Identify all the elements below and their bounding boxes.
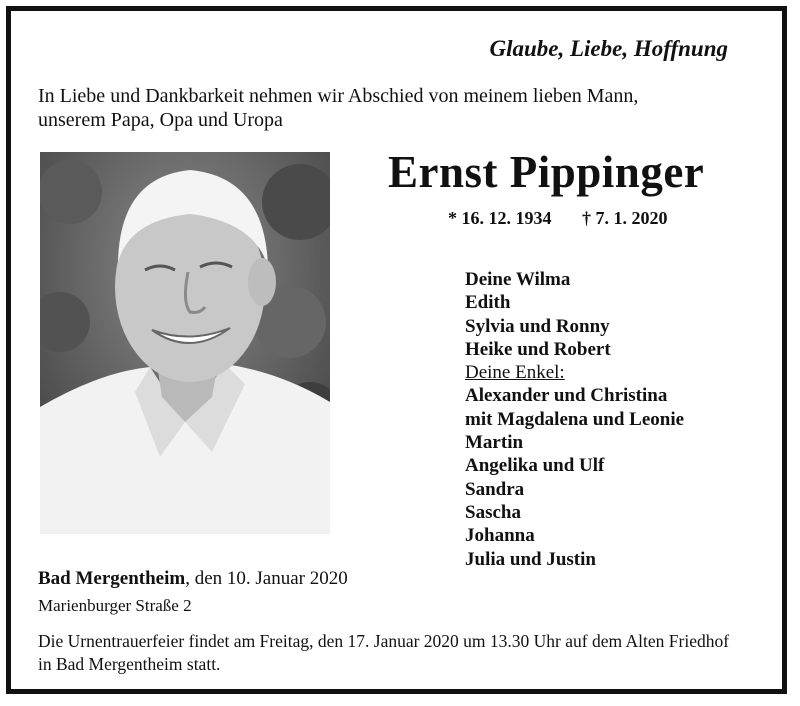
portrait-image (40, 152, 330, 534)
grandchild: Martin (465, 432, 524, 454)
place-and-date (38, 568, 348, 590)
grandchildren-label: Deine Enkel: (465, 362, 565, 384)
grandchild: Johanna (465, 525, 535, 547)
notice-line-1: Die Urnentrauerfeier findet am Freitag, den 17. Januar 2020 um 13.30 Uhr auf dem Alten Friedhof (38, 631, 730, 651)
grandchild: Julia und Justin (465, 548, 596, 570)
date: , den 10. Januar 2020 (185, 568, 348, 589)
death-date: † 7. 1. 2020 (582, 208, 668, 228)
intro-line-1: In Liebe und Dankbarkeit nehmen wir Abschied von meinem lieben Mann, (38, 85, 639, 107)
deceased-name: Ernst Pippinger (388, 147, 705, 197)
birth-date: * 16. 12. 1934 (448, 208, 552, 228)
grandchild: Sandra (465, 478, 525, 500)
address: Marienburger Straße 2 (38, 596, 192, 615)
life-dates (448, 208, 668, 229)
mourner: Edith (465, 292, 511, 314)
grandchild: Angelika und Ulf (465, 455, 605, 477)
grandchild: Sascha (465, 501, 521, 523)
mourner: Deine Wilma (465, 269, 571, 290)
grandchild: Alexander und Christina (465, 385, 668, 407)
notice-line-2: in Bad Mergentheim statt. (38, 654, 221, 674)
portrait-photo (40, 152, 330, 534)
motto: Glaube, Liebe, Hoffnung (489, 36, 728, 61)
intro-text (38, 84, 738, 132)
grandchild: mit Magdalena und Leonie (465, 408, 685, 430)
place: Bad Mergentheim (38, 568, 186, 589)
funeral-notice (38, 630, 768, 676)
mourner: Heike und Robert (465, 338, 611, 360)
mourners-list (465, 268, 684, 571)
intro-line-2: unserem Papa, Opa und Uropa (38, 109, 283, 131)
mourner: Sylvia und Ronny (465, 315, 610, 337)
